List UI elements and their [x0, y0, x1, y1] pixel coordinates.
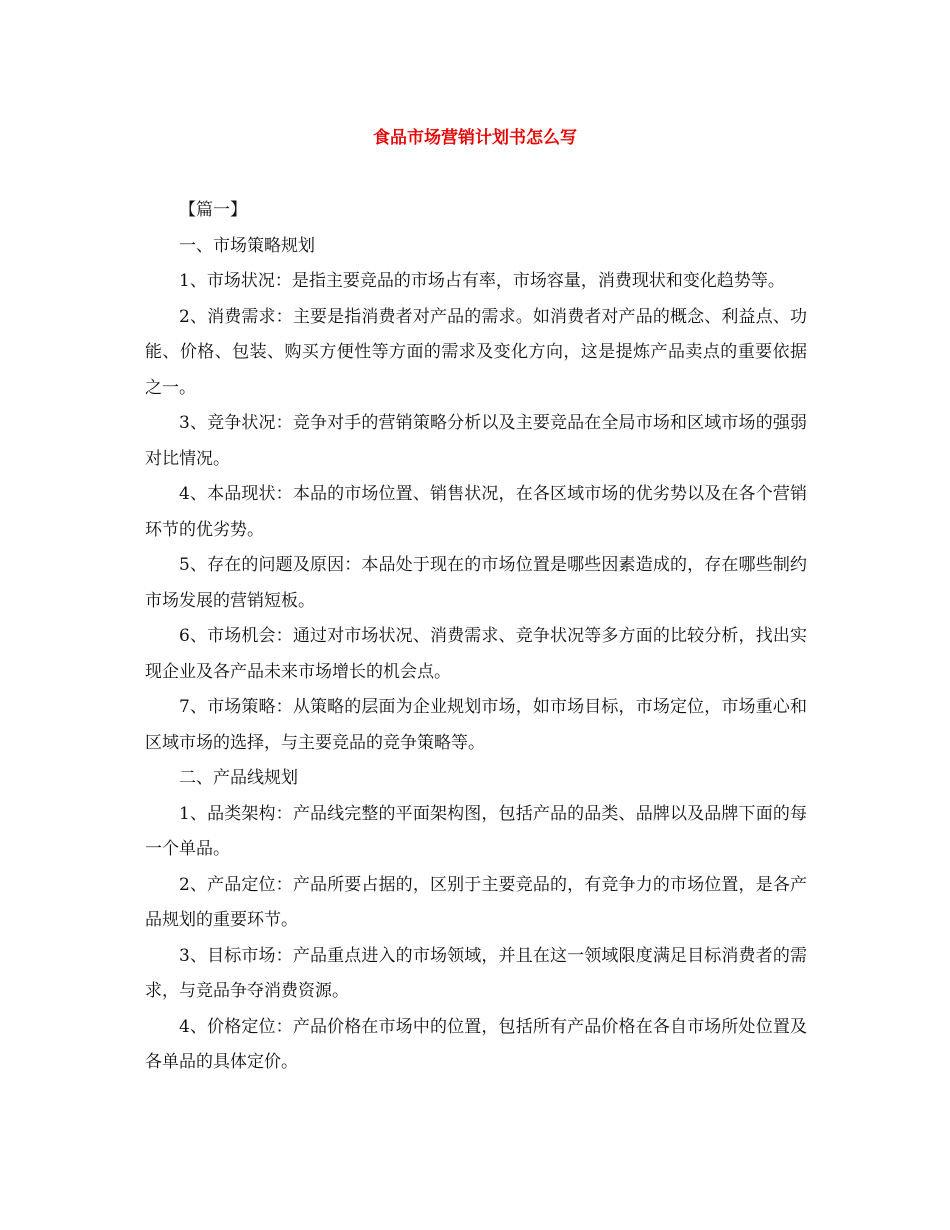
paragraph-consumer-demand: 2、消费需求：主要是指消费者对产品的需求。如消费者对产品的概念、利益点、功能、价格、包装、购买方便性等方面的需求及变化方向，这是提炼产品卖点的重要依据之一。: [145, 306, 807, 398]
part-label: 【篇一】: [179, 200, 247, 220]
paragraph-market-opportunity: 6、市场机会：通过对市场状况、消费需求、竞争状况等多方面的比较分析，找出实现企业及各产品未来市场增长的机会点。: [145, 626, 807, 682]
section-heading-2: 二、产品线规划: [179, 768, 298, 788]
paragraph-market-strategy: 7、市场策略：从策略的层面为企业规划市场，如市场目标，市场定位，市场重心和区域市场的选择，与主要竞品的竞争策略等。: [145, 697, 807, 753]
document-body: [145, 193, 807, 1081]
paragraph-price-positioning: 4、价格定位：产品价格在市场中的位置，包括所有产品价格在各自市场所处位置及各单品的具体定价。: [145, 1016, 807, 1072]
paragraph-product-positioning: 2、产品定位：产品所要占据的，区别于主要竞品的，有竞争力的市场位置，是各产品规划的重要环节。: [145, 874, 807, 930]
paragraph-problems-causes: 5、存在的问题及原因：本品处于现在的市场位置是哪些因素造成的，存在哪些制约市场发展的营销短板。: [145, 555, 807, 611]
paragraph-market-status: 1、市场状况：是指主要竞品的市场占有率，市场容量，消费现状和变化趋势等。: [179, 271, 785, 291]
paragraph-competition-status: 3、竞争状况：竞争对手的营销策略分析以及主要竞品在全局市场和区域市场的强弱对比情况。: [145, 413, 807, 469]
paragraph-category-structure: 1、品类架构：产品线完整的平面架构图，包括产品的品类、品牌以及品牌下面的每一个单品。: [145, 803, 807, 859]
paragraph-target-market: 3、目标市场：产品重点进入的市场领域，并且在这一领域限度满足目标消费者的需求，与竞品争夺消费资源。: [145, 945, 807, 1001]
section-heading-1: 一、市场策略规划: [179, 235, 315, 256]
paragraph-product-status: 4、本品现状：本品的市场位置、销售状况，在各区域市场的优劣势以及在各个营销环节的优劣势。: [145, 484, 807, 540]
document-title: 食品市场营销计划书怎么写: [373, 128, 577, 148]
